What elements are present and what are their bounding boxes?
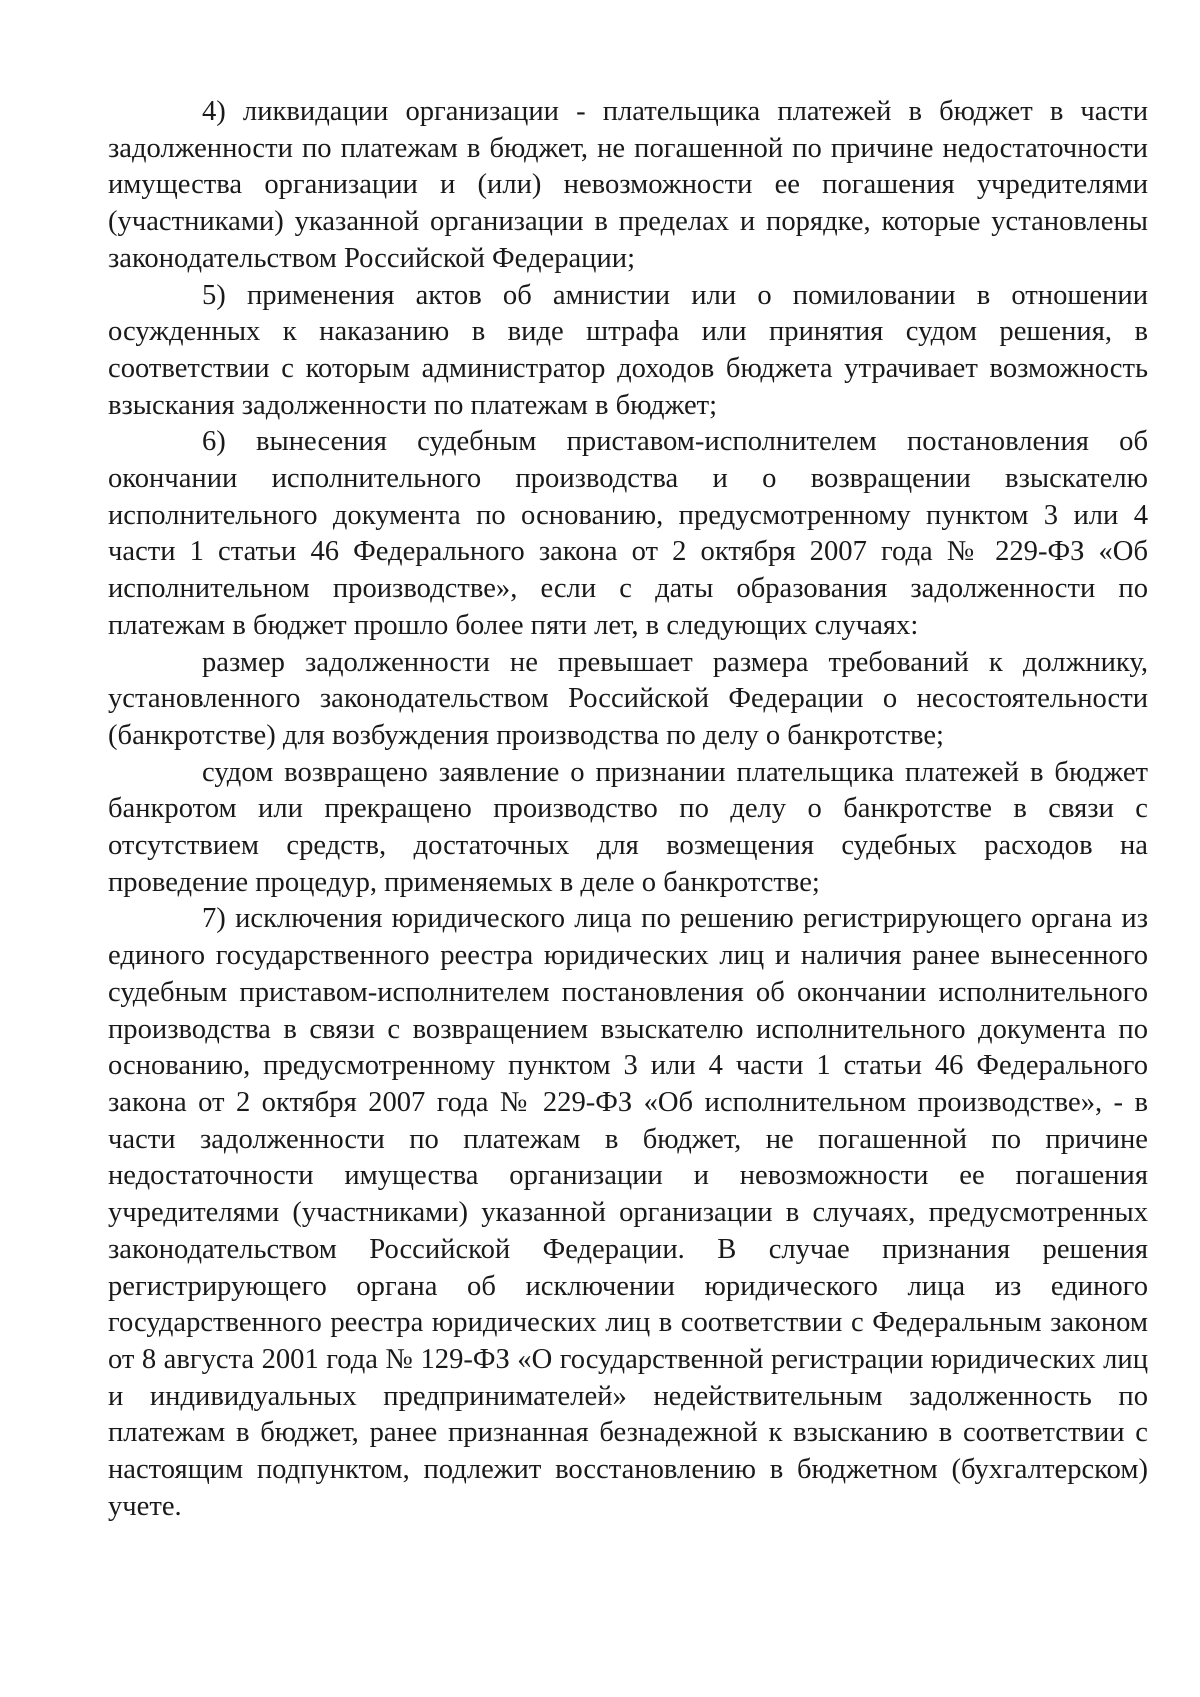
document-body [108,94,1148,1525]
paragraph-item-5: 5) применения актов об амнистии или о помиловании в отношении осужденных к наказанию в виде штрафа или принятия судом решения, в соответствии с которым администратор доходов бюджета утрачивает возможность взыскания задолженности по платежам в бюджет; [108,279,1148,421]
paragraph-item-7: 7) исключения юридического лица по решению регистрирующего органа из единого государственного реестра юридических лиц и наличия ранее вынесенного судебным приставом-исполнителем постановления об окончании исполнительного производства в связи с возвращением взыскателю исполнительного документа по основанию, предусмотренному пунктом 3 или 4 части 1 статьи 46 Федерального закона от 2 октября 2007 года № 229-ФЗ «Об исполнительном производстве», - в части задолженности по платежам в бюджет, не погашенной по причине недостаточности имущества организации и невозможности ее погашения учредителями (участниками) указанной организации в случаях, предусмотренных законодательством Российской Федерации. В случае признания решения регистрирующего органа об исключении юридического лица из единого государственного реестра юридических лиц в соответствии с Федеральным законом от 8 августа 2001 года № 129-ФЗ «О государственной регистрации юридических лиц и индивидуальных предпринимателей» недействительным задолженность по платежам в бюджет, ранее признанная безнадежной к взысканию в соответствии с настоящим подпунктом, подлежит восстановлению в бюджетном (бухгалтерском) учете. [108,903,1148,1522]
paragraph-subcase-debt-size: размер задолженности не превышает размера требований к должнику, установленного законодательством Российской Федерации о несостоятельности (банкротстве) для возбуждения производства по делу о банкротстве; [108,646,1148,751]
paragraph-subcase-court-return: судом возвращено заявление о признании плательщика платежей в бюджет банкротом или прекращено производство по делу о банкротстве в связи с отсутствием средств, достаточных для возмещения судебных расходов на проведение процедур, применяемых в деле о банкротстве; [108,756,1148,898]
paragraph-item-4: 4) ликвидации организации - плательщика платежей в бюджет в части задолженности по платежам в бюджет, не погашенной по причине недостаточности имущества организации и (или) невозможности ее погашения учредителями (участниками) указанной организации в пределах и порядке, которые установлены законодательством Российской Федерации; [108,96,1148,274]
paragraph-item-6: 6) вынесения судебным приставом-исполнителем постановления об окончании исполнительного производства и о возвращении взыскателю исполнительного документа по основанию, предусмотренному пунктом 3 или 4 части 1 статьи 46 Федерального закона от 2 октября 2007 года № 229-ФЗ «Об исполнительном производстве», если с даты образования задолженности по платежам в бюджет прошло более пяти лет, в следующих случаях: [108,426,1148,641]
